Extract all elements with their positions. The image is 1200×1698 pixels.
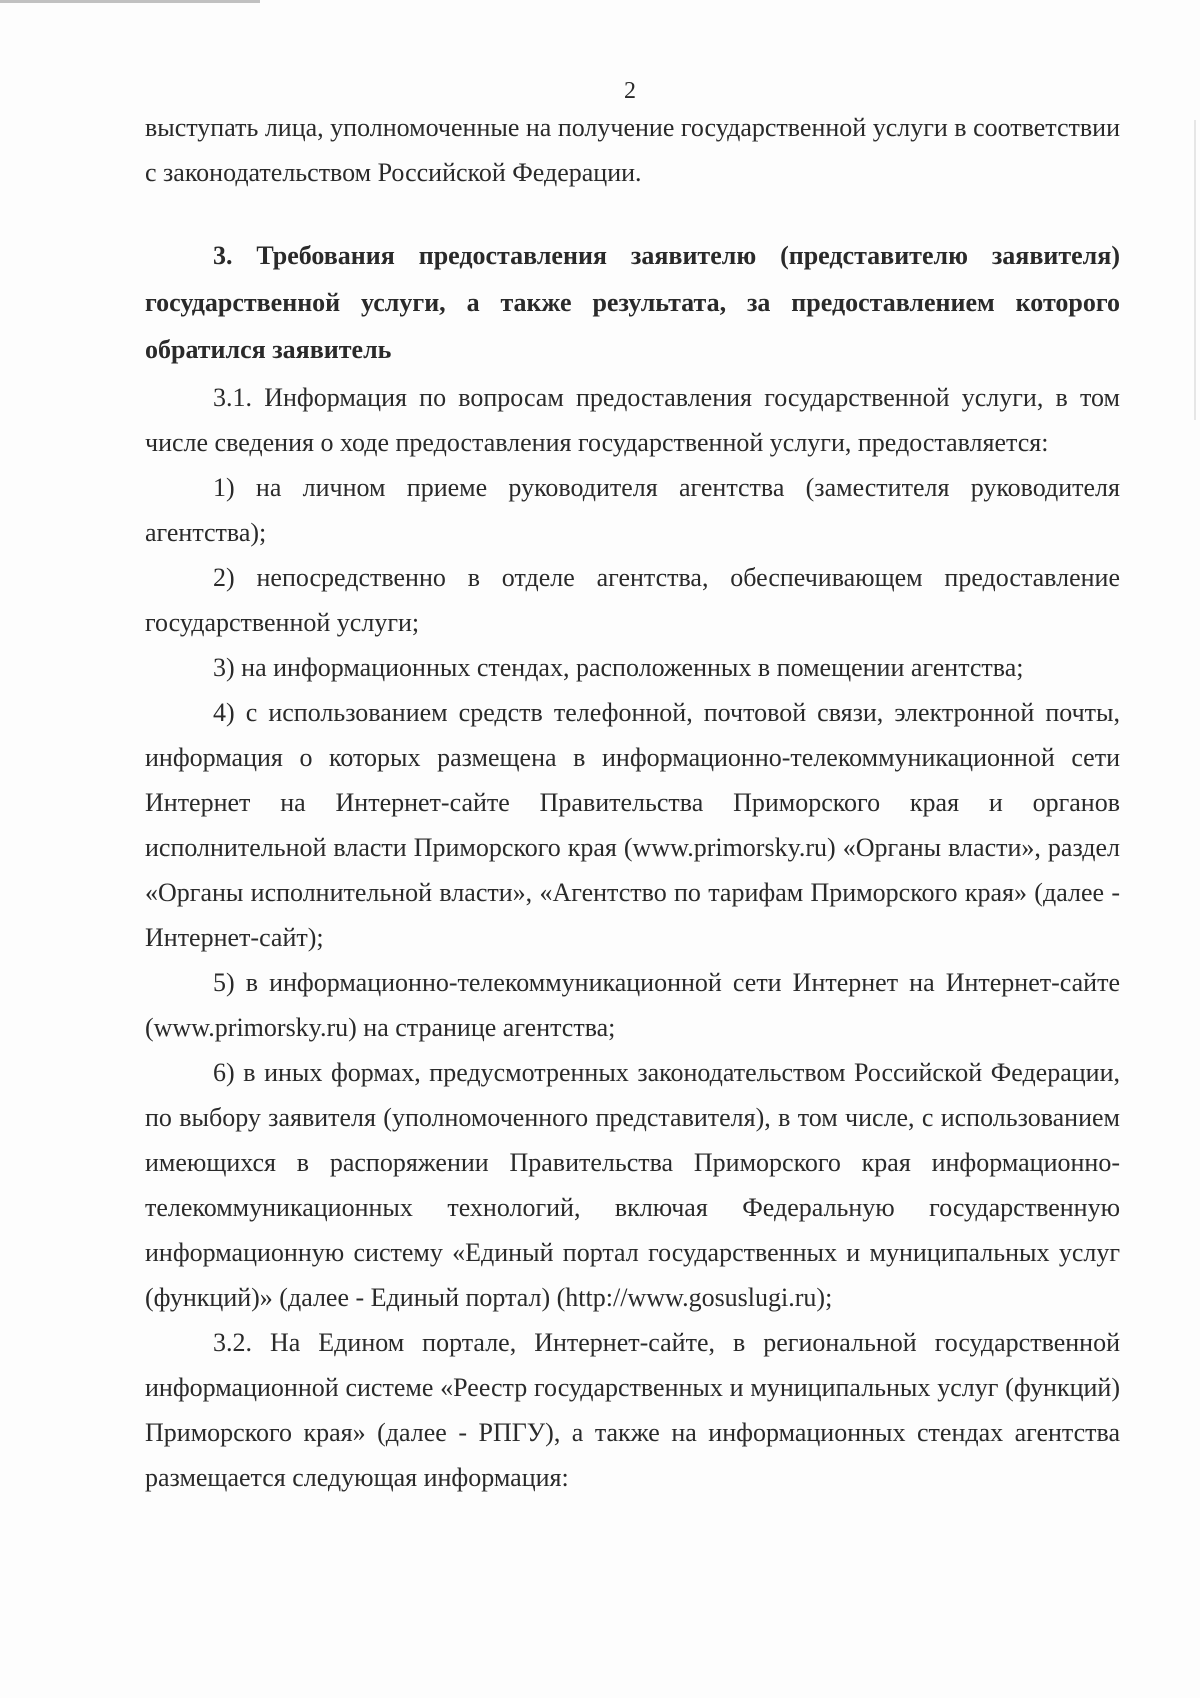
list-item-6: 6) в иных формах, предусмотренных законодательством Российской Федерации, по выбору заявителя (уполномоченного представителя), в том числе, с использованием имеющихся в распоряжении Правительства Приморского края информационно-телекоммуникационных технологий, включая Федеральную государственную информационную систему «Единый портал государственных и муниципальных услуг (функций)» (далее - Единый портал) (http://www.gosuslugi.ru); — [145, 1058, 1120, 1312]
list-item-2: 2) непосредственно в отделе агентства, обеспечивающем предоставление государственной услуги; — [145, 563, 1120, 637]
list-item-3: 3) на информационных стендах, расположенных в помещении агентства; — [213, 653, 1024, 682]
list-item-1: 1) на личном приеме руководителя агентства (заместителя руководителя агентства); — [145, 473, 1120, 547]
paragraph-continuation: выступать лица, уполномоченные на получение государственной услуги в соответствии с законодательством Российской Федерации. — [145, 113, 1120, 187]
list-item-5: 5) в информационно-телекоммуникационной сети Интернет на Интернет-сайте (www.primorsky.ru) на странице агентства; — [145, 968, 1120, 1042]
scan-edge-right — [1194, 120, 1196, 420]
document-body — [145, 105, 1120, 1500]
scan-edge-top — [0, 0, 260, 3]
list-item-4: 4) с использованием средств телефонной, почтовой связи, электронной почты, информация о которых размещена в информационно-телекоммуникационной сети Интернет на Интернет-сайте Правительства Приморского края и органов исполнительной власти Приморского края (www.primorsky.ru) «Органы власти», раздел «Органы исполнительной власти», «Агентство по тарифам Приморского края» (далее - Интернет-сайт); — [145, 698, 1120, 952]
section-heading: 3. Требования предоставления заявителю (представителю заявителя) государственной услуги, а также результата, за предоставлением которого обратился заявитель — [145, 241, 1120, 364]
page-number: 2 — [624, 78, 636, 104]
paragraph-3-1: 3.1. Информация по вопросам предоставления государственной услуги, в том числе сведения о ходе предоставления государственной услуги, предоставляется: — [145, 383, 1120, 457]
paragraph-3-2: 3.2. На Едином портале, Интернет-сайте, в региональной государственной информационной системе «Реестр государственных и муниципальных услуг (функций) Приморского края» (далее - РПГУ), а также на информационных стендах агентства размещается следующая информация: — [145, 1328, 1120, 1492]
